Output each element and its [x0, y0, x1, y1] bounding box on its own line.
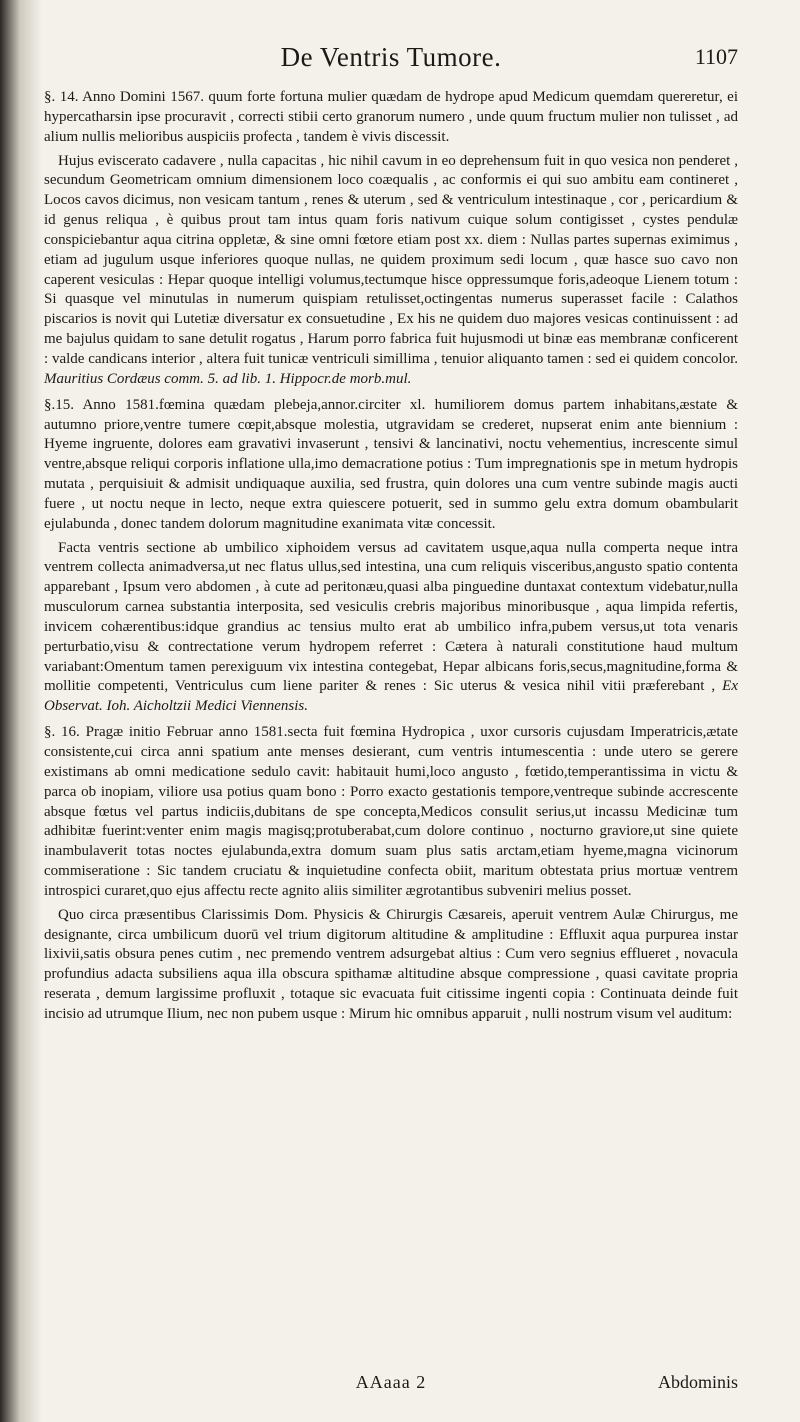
- paragraph-cordaeus: [44, 152, 738, 390]
- paragraph-text: Hujus eviscerato cadavere , nulla capacitas , hic nihil cavum in eo deprehensum fuit in quo vesica non penderet , secundum Geometricam omnium dimensionem loco coæqualis , ac conformis ei qui suo ambitu eam contineret , Locos cavos dicimus, non vesicam tantum , renes & uterum , sed & ventriculum intestinaque , cor , pericardium & id genus reliqua , è quibus prout tam intus quam foris nativum cuique solum contigisset , cystes pendulæ conspiciebantur aqua citrina oppletæ, & sine omni fœtore etiam post xx. diem : Nullas partes supernas eximimus , etiam ad jugulum usque inferiores quoque nullas, ne quidem proximum sedi locum , quæ hasce suo cavo non caperent vesiculas : Hepar quoque intelligi volumus,tectumque hisce oppressumque foris,adeoque Lienem totum : Si quasque vel minutulas in numerum quispiam retulisset,octingentas numerus superasset facile : Calathos piscarios is novit qui Lutetiæ diversatur ex consuetudine , Ex his ne quidem duo majores vesicas continuissent : ad me bajulus quidam to sane detulit rogatus , Harum porro fabrica fuit hujusmodi ut binæ eas membranæ conficerent : valde candicans interior , altera fuit tunicæ ventriculi simillima , tenuior aliquanto tamen : sed ei quidem concolor.: [44, 152, 738, 367]
- catchword: Abdominis: [657, 1372, 738, 1392]
- paragraph-text: §. 16. Pragæ initio Februar anno 1581.secta fuit fœmina Hydropica , uxor cursoris cujusdam Imperatricis,ætate consistente,cui circa anni spatium ante menses desierant, cum ventris intumescentia : unde utero se gerere existimans ab omni medicatione sedulo cavit: habitauit humi,loco angusto , fœtido,temperantissima in victu & parca ob inopiam, viliore usa potius quam bono : Porro exacto gestationis tempore,ventreque subinde accrescente absque fœtus vel partus indiciis,dubitans de spe concepta,Medicos consulit serius,ut incassu Medicinæ tum adhibitæ fuerint:venter enim magis magisq;protuberabat,cum dolore continuo , nocturno graviore,ut sine quiete inambulaverit totas noctes ejulabunda,extra domum suam plus satis arctam,etiam hyeme,magna vicinorum commiseratione : Sic tandem cruciatu & inquietudine confecta obiit, maritum obtestata prius mortuæ ventrem introspici curaret,quo ejus affectu recte agnito aliis similiter ægrotantibus subveniri melius posset.: [44, 724, 738, 899]
- paragraph-text: §. 14. Anno Domini 1567. quum forte fortuna mulier quædam de hydrope apud Medicum quemdam quereretur, ei hypercatharsin ipse procuravit , correcti stibii certo granorum numero , unde quum fructum mulier non tulisset , ad alium nullis melioribus auspiciis profecta , tandem è vivis discessit.: [44, 89, 738, 145]
- source-citation: Mauritius Cordæus comm. 5. ad lib. 1. Hippocr.de morb.mul.: [44, 370, 412, 387]
- paragraph-section-15: [44, 396, 738, 535]
- page-header: [44, 40, 738, 82]
- paragraph-section-14: [44, 88, 738, 148]
- source-citation: Ex Observat. Ioh. Aicholtzii Medici Viennensis.: [44, 678, 738, 715]
- paragraph-opening: [44, 906, 738, 1025]
- paragraph-dissection: [44, 539, 738, 718]
- page-number: 1107: [694, 44, 738, 69]
- paragraph-section-16: [44, 723, 738, 902]
- paragraph-text: Quo circa præsentibus Clarissimis Dom. Physicis & Chirurgis Cæsareis, aperuit ventrem Aulæ Chirurgus, me designante, circa umbilicum duorū vel trium digitorum altitudine & amplitudine : Effluxit aqua purpurea instar lixivii,satis obsura penes cutim , nec premendo ventrem adsurgebat altius : Cum vero segnius efflueret , novacula profundius adacta subsiliens aqua illa obscura spithamæ altitudine absque compressione , quasi cavitate propria reserata , demum largissime profluxit , totaque sic evacuata fuit citissime ingenti copia : Continuata deinde fuit incisio ad utrumque Ilium, nec non pubem usque : Mirum hic omnibus apparuit , nulli nostrum visum vel auditum:: [44, 906, 738, 1022]
- paragraph-text: §.15. Anno 1581.fœmina quædam plebeja,annor.circiter xl. humiliorem domus partem inhabitans,æstate & autumno priore,ventre tumere cœpit,absque molestia, utgravidam se crederet, nupserat enim ante biennium : Hyeme ingruente, dolores eam gravativi invaserunt , tensivi & lancinativi, noctu vehementius, increscente simul ventre,absque reliqui corporis inflatione ulla,imo demacratione potius : Tum impregnationis spe in metum hydropis mutata , perquisiuit & admisit undiquaque auxilia, sed frustra, quin dolores una cum ventre subinde magis aucti fuere , ut noctu neque in lecto, neque extra quiescere potuerit, sed in summo gelu extra domum obambularit ejulabunda , donec tandem dolorum magnitudine exanimata vitæ concessit.: [44, 396, 738, 532]
- page-footer: [44, 1372, 738, 1398]
- body-text: [44, 88, 738, 1025]
- running-title: De Ventris Tumore.: [280, 42, 502, 72]
- signature-mark: AAaaa 2: [355, 1372, 427, 1392]
- paragraph-text: Facta ventris sectione ab umbilico xiphoidem versus ad cavitatem usque,aqua nulla comperta neque intra ventrem collecta animadversa,ut nec flatus ullus,sed intestina, una cum reliquis visceribus,angusto spatio contenta apparebant , Ipsum vero abdomen , à cute ad peritonæu,quasi alba pinguedine duntaxat contextum videbatur,nulla musculorum carnea substantia interposita, sed vesiculis crebris majoribus minoribusque , aqua limpida refertis, invicem cohærentibus:idque grandius ac tensius multo erat ab umbilico infra,pubem versus,ut tota venaris perturbatio,visu & contrectatione verum hydropem referret : Cætera à naturali constitutione haud multum variabant:Omentum tamen perexiguum vix intestina contegebat, Hepar albicans foris,secus,magnitudine,forma & mollitie competenti, Ventriculus cum liene pariter & renes : Sic uterus & vesica nihil vitii præferebant ,: [44, 539, 738, 695]
